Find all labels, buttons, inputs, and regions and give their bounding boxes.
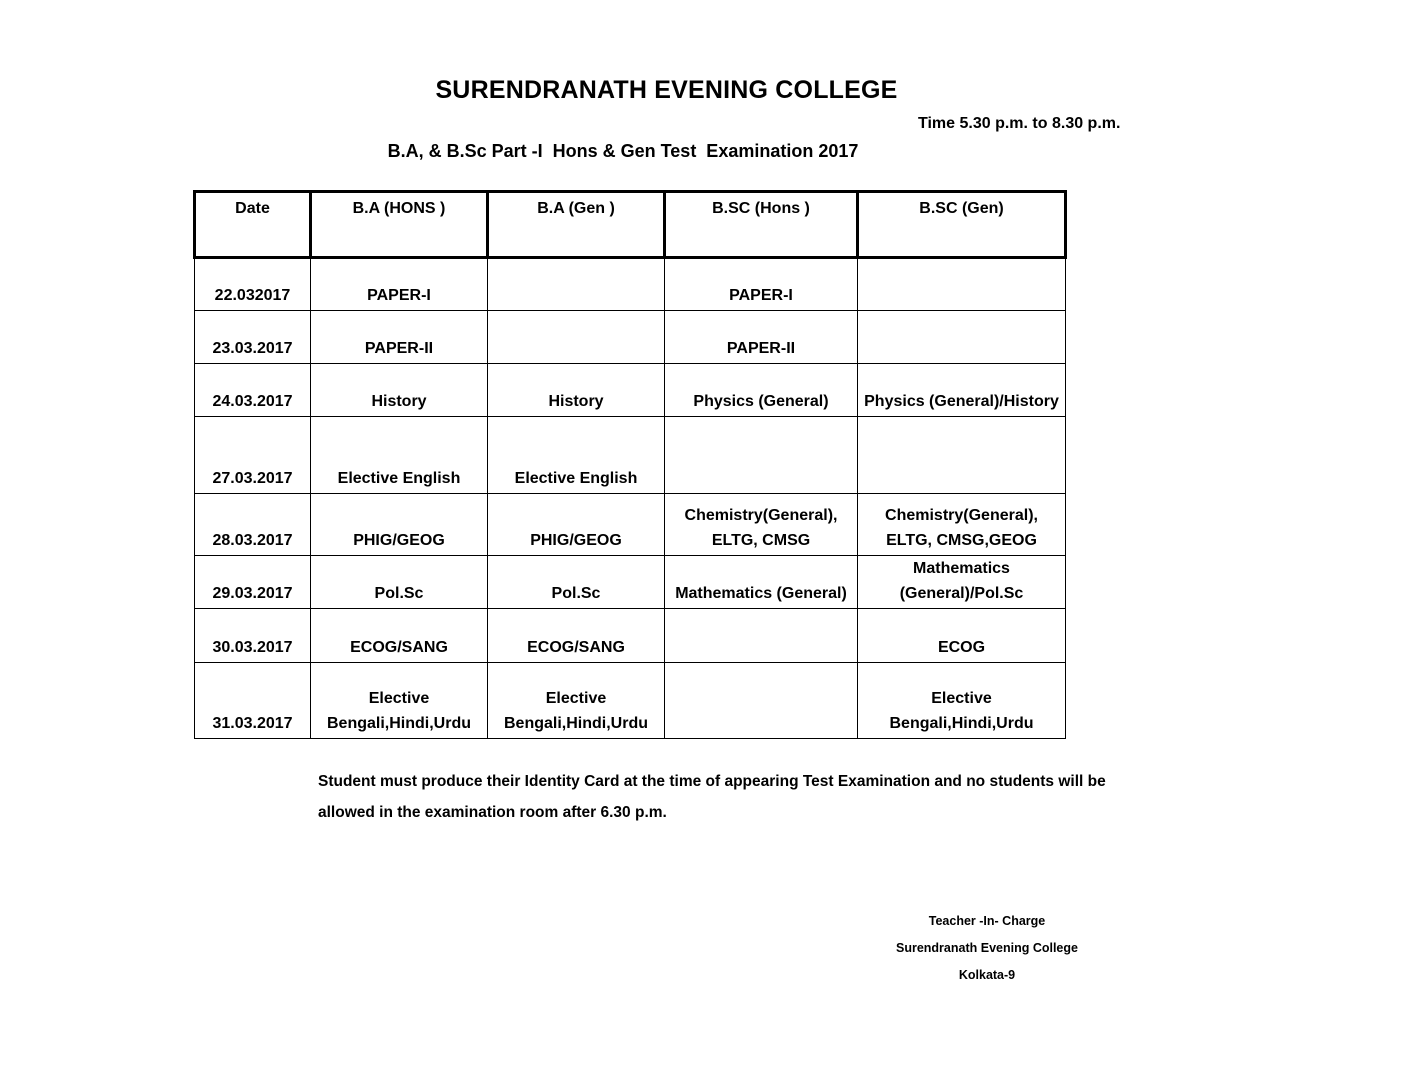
signatory-title: Teacher -In- Charge <box>928 914 1046 928</box>
exam-schedule-table <box>193 190 1067 739</box>
bsc-gen-cell: Elective Bengali,Hindi,Urdu <box>858 663 1066 739</box>
exam-time: Time 5.30 p.m. to 8.30 p.m. <box>918 115 1121 132</box>
column-header-bsc-gen: B.SC (Gen) <box>858 192 1066 258</box>
bsc-hons-cell <box>665 609 858 663</box>
ba-hons-cell: ECOG/SANG <box>311 609 488 663</box>
table-row <box>195 258 1066 311</box>
ba-hons-cell: PHIG/GEOG <box>311 494 488 556</box>
table-row <box>195 494 1066 556</box>
ba-gen-cell: PHIG/GEOG <box>488 494 665 556</box>
table-row <box>195 663 1066 739</box>
table-row <box>195 364 1066 417</box>
ba-hons-cell: Elective English <box>311 417 488 494</box>
signature-block <box>887 908 1087 989</box>
ba-gen-cell: Elective Bengali,Hindi,Urdu <box>488 663 665 739</box>
bsc-hons-cell: PAPER-I <box>665 258 858 311</box>
ba-gen-cell <box>488 311 665 364</box>
date-cell: 30.03.2017 <box>195 609 311 663</box>
ba-gen-cell <box>488 258 665 311</box>
bsc-hons-cell: Physics (General) <box>665 364 858 417</box>
ba-gen-cell: Elective English <box>488 417 665 494</box>
table-header-row <box>195 192 1066 258</box>
date-cell: 24.03.2017 <box>195 364 311 417</box>
column-header-ba-gen: B.A (Gen ) <box>488 192 665 258</box>
ba-gen-cell: ECOG/SANG <box>488 609 665 663</box>
table-row <box>195 311 1066 364</box>
bsc-hons-cell: Chemistry(General), ELTG, CMSG <box>665 494 858 556</box>
ba-gen-cell: History <box>488 364 665 417</box>
column-header-bsc-hons: B.SC (Hons ) <box>665 192 858 258</box>
exam-subtitle: B.A, & B.Sc Part -I Hons & Gen Test Examination 2017 <box>387 141 859 161</box>
college-title: SURENDRANATH EVENING COLLEGE <box>435 76 898 104</box>
date-cell: 28.03.2017 <box>195 494 311 556</box>
date-cell: 22.032017 <box>195 258 311 311</box>
bsc-hons-cell <box>665 417 858 494</box>
table-row <box>195 417 1066 494</box>
bsc-gen-cell: ECOG <box>858 609 1066 663</box>
bsc-hons-cell: Mathematics (General) <box>665 556 858 609</box>
bsc-gen-cell <box>858 417 1066 494</box>
ba-gen-cell: Pol.Sc <box>488 556 665 609</box>
bsc-gen-cell: Chemistry(General), ELTG, CMSG,GEOG <box>858 494 1066 556</box>
date-cell: 29.03.2017 <box>195 556 311 609</box>
bsc-hons-cell <box>665 663 858 739</box>
bsc-gen-cell <box>858 311 1066 364</box>
ba-hons-cell: PAPER-II <box>311 311 488 364</box>
identity-card-notice: Student must produce their Identity Card at the time of appearing Test Examination and no students will be allowed in the examination room after 6.30 p.m. <box>318 773 1106 821</box>
ba-hons-cell: Elective Bengali,Hindi,Urdu <box>311 663 488 739</box>
bsc-gen-cell: Mathematics (General)/Pol.Sc <box>858 556 1066 609</box>
bsc-hons-cell: PAPER-II <box>665 311 858 364</box>
ba-hons-cell: History <box>311 364 488 417</box>
signatory-location: Kolkata-9 <box>958 968 1016 982</box>
table-row <box>195 556 1066 609</box>
date-cell: 31.03.2017 <box>195 663 311 739</box>
ba-hons-cell: PAPER-I <box>311 258 488 311</box>
column-header-ba-hons: B.A (HONS ) <box>311 192 488 258</box>
ba-hons-cell: Pol.Sc <box>311 556 488 609</box>
bsc-gen-cell <box>858 258 1066 311</box>
date-cell: 27.03.2017 <box>195 417 311 494</box>
table-row <box>195 609 1066 663</box>
bsc-gen-cell: Physics (General)/History <box>858 364 1066 417</box>
signatory-college: Surendranath Evening College <box>896 941 1078 955</box>
column-header-date: Date <box>195 192 311 258</box>
date-cell: 23.03.2017 <box>195 311 311 364</box>
